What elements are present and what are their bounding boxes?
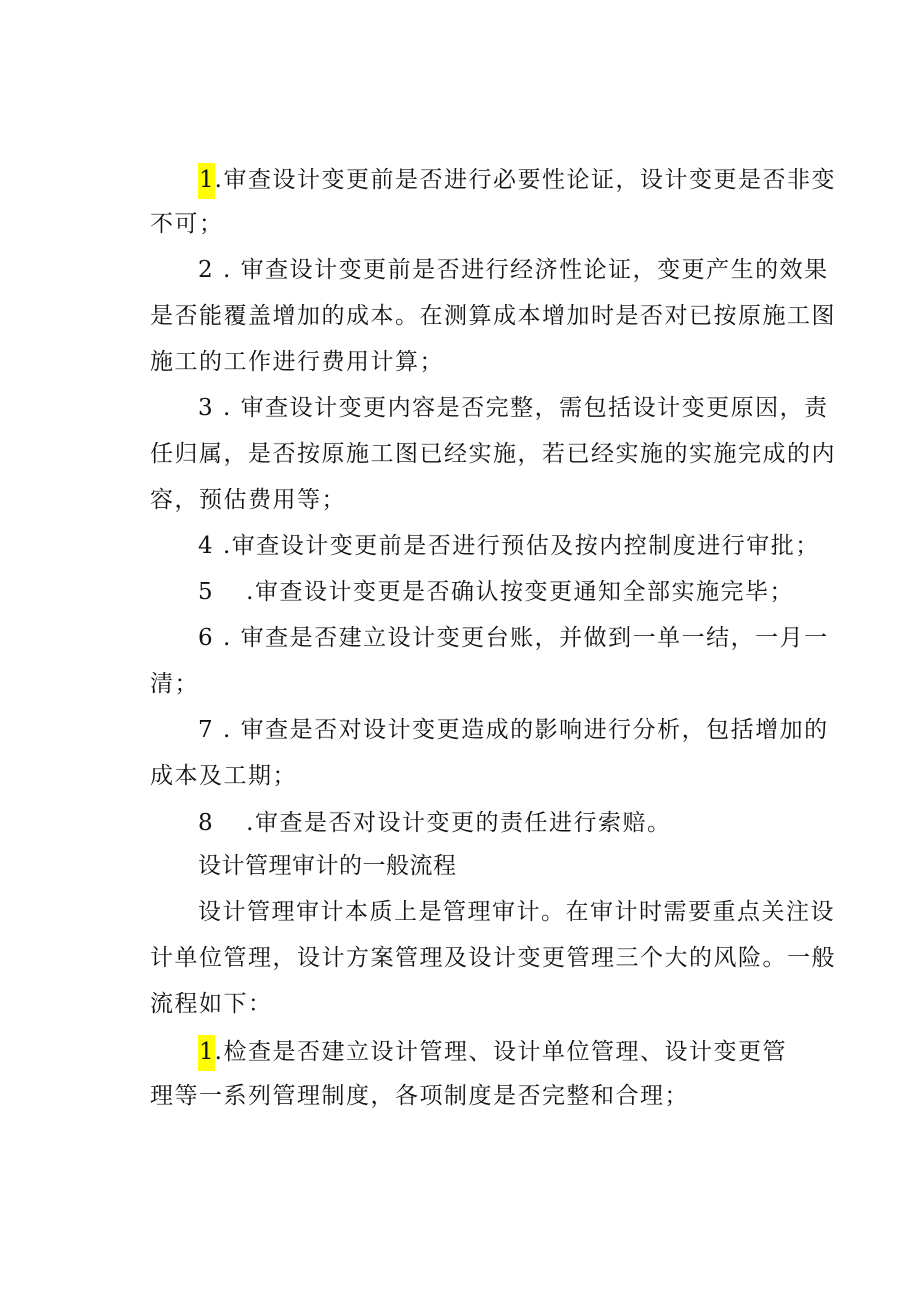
item-number: 3 (198, 395, 215, 421)
item-number: 6 (198, 625, 215, 651)
audit-item-text: . 审查是否建立设计变更台账，并做到一单一结，一月一 (214, 625, 829, 651)
audit-item-1-line-2: 不可； (150, 211, 224, 237)
item-number: 4 (198, 533, 215, 559)
audit-item-text: .审查设计变更前是否进行必要性论证，设计变更是否非变 (214, 167, 836, 193)
audit-item-text: . 审查设计变更内容是否完整，需包括设计变更原因，责 (214, 395, 829, 421)
audit-item-5-line-1 (198, 577, 794, 607)
audit-item-text: .审查是否对设计变更的责任进行索赔。 (246, 810, 672, 836)
audit-item-text: . 审查设计变更前是否进行经济性论证，变更产生的效果 (214, 257, 829, 283)
step-1-line-2: 理等一系列管理制度，各项制度是否完整和合理； (150, 1083, 689, 1109)
audit-item-2-line-2: 是否能覆盖增加的成本。在测算成本增加时是否对已按原施工图 (150, 303, 836, 329)
audit-item-7-line-2: 成本及工期； (150, 763, 297, 789)
audit-item-4-line-1 (198, 531, 820, 561)
audit-item-2-line-1 (198, 255, 829, 285)
item-number: 8 (198, 810, 215, 836)
intro-line-2: 计单位管理，设计方案管理及设计变更管理三个大的风险。一般 (150, 945, 836, 971)
item-number: 5 (198, 579, 215, 605)
audit-item-6-line-1 (198, 623, 829, 653)
audit-item-text: .审查设计变更是否确认按变更通知全部实施完毕； (246, 579, 794, 605)
audit-item-text: . 审查是否对设计变更造成的影响进行分析，包括增加的 (214, 717, 829, 743)
audit-item-3-line-1 (198, 393, 829, 423)
audit-item-text: .审查设计变更前是否进行预估及按内控制度进行审批； (214, 533, 820, 559)
audit-item-1-line-1 (198, 163, 836, 199)
intro-line-1: 设计管理审计本质上是管理审计。在审计时需要重点关注设 (198, 899, 835, 925)
highlighted-number: 1 (198, 1035, 215, 1071)
audit-item-3-line-3: 容，预估费用等； (150, 487, 346, 513)
audit-item-6-line-2: 清； (150, 671, 199, 697)
step-text: .检查是否建立设计管理、设计单位管理、设计变更管 (214, 1039, 787, 1065)
highlighted-number: 1 (198, 163, 215, 199)
audit-item-2-line-3: 施工的工作进行费用计算； (150, 349, 444, 375)
audit-item-8-line-1 (198, 808, 671, 838)
item-number: 2 (198, 257, 215, 283)
section-heading: 设计管理审计的一般流程 (198, 853, 457, 879)
audit-item-3-line-2: 任归属，是否按原施工图已经实施，若已经实施的实施完成的内 (150, 441, 836, 467)
audit-item-7-line-1 (198, 715, 829, 745)
intro-line-3: 流程如下： (150, 991, 273, 1017)
step-1-line-1 (198, 1035, 787, 1071)
item-number: 7 (198, 717, 215, 743)
